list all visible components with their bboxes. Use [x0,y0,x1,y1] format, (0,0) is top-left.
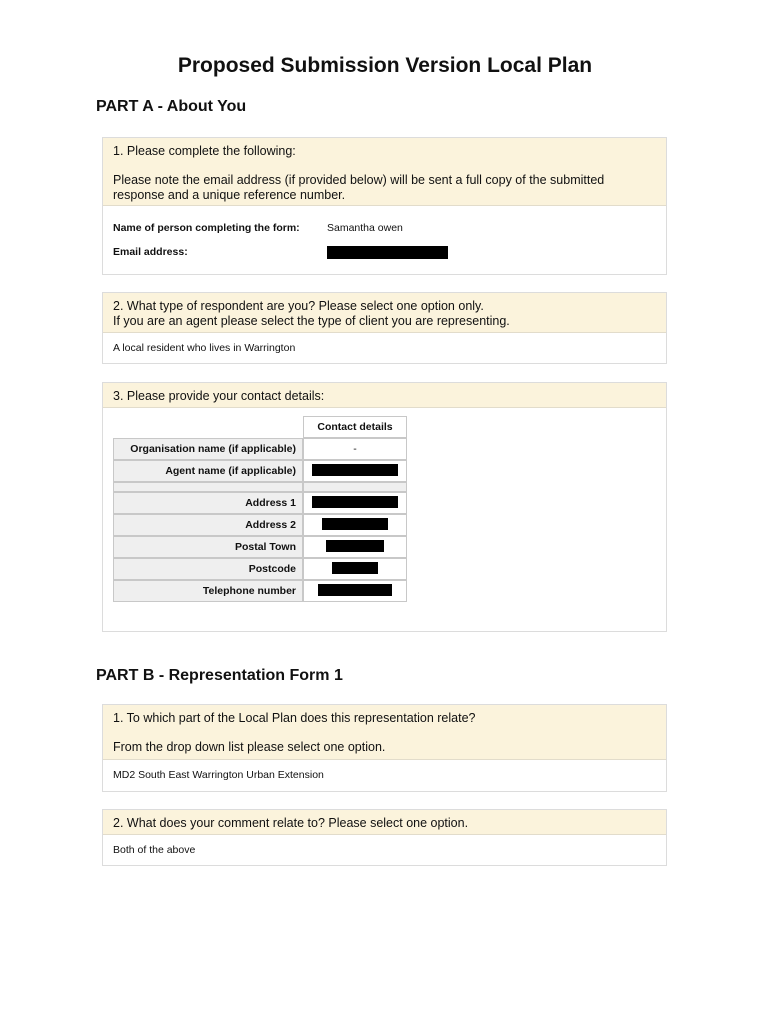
part-a-q1-line2: Please note the email address (if provided below) will be sent a full copy of the submitted [113,173,605,187]
telephone-label: Telephone number [113,580,303,602]
name-label: Name of person completing the form: [113,222,300,234]
table-row [113,514,407,536]
organisation-label: Organisation name (if applicable) [113,438,303,460]
name-row [113,216,656,240]
part-a-q1-line1: 1. Please complete the following: [113,144,296,158]
email-row [113,240,656,264]
address1-redaction [312,496,398,508]
part-a-q1-panel [102,137,667,275]
agent-label: Agent name (if applicable) [113,460,303,482]
document-title: Proposed Submission Version Local Plan [177,54,593,77]
part-b-q1-line2: From the drop down list please select one option. [113,740,386,754]
part-a-q1-line3: response and a unique reference number. [113,188,346,202]
email-redaction [327,246,448,259]
postal-town-label: Postal Town [113,536,303,558]
part-b-q2-line1: 2. What does your comment relate to? Please select one option. [113,816,469,830]
part-a-q2-line1: 2. What type of respondent are you? Please select one option only. [113,299,484,313]
agent-redaction [312,464,398,476]
table-row [113,580,407,602]
part-a-q3-panel [102,382,667,632]
comment-relates-answer: Both of the above [113,844,196,856]
table-row [113,536,407,558]
part-a-q3-header [103,383,666,408]
part-a-q2-panel [102,292,667,364]
part-a-q2-line2: If you are an agent please select the type of client you are representing. [113,314,510,328]
organisation-value: - [303,438,407,460]
table-row [113,438,407,460]
postcode-redaction [332,562,378,574]
postal-town-redaction [326,540,384,552]
table-row-spacer [113,482,407,492]
postcode-label: Postcode [113,558,303,580]
part-b-q2-panel [102,809,667,866]
part-a-q3-line1: 3. Please provide your contact details: [113,389,325,403]
part-b-heading: PART B - Representation Form 1 [96,667,343,684]
address1-label: Address 1 [113,492,303,514]
contact-details-table [113,416,407,602]
part-b-q1-line1: 1. To which part of the Local Plan does this representation relate? [113,711,476,725]
part-a-q2-header [103,293,666,333]
part-b-q1-header [103,705,666,760]
name-value: Samantha owen [327,222,403,234]
part-b-q2-header [103,810,666,835]
table-row [113,492,407,514]
address2-redaction [322,518,388,530]
address2-label: Address 2 [113,514,303,536]
part-a-heading: PART A - About You [96,98,247,115]
table-row [113,460,407,482]
email-label: Email address: [113,246,188,258]
contact-details-header: Contact details [303,416,407,438]
telephone-redaction [318,584,392,596]
part-b-q1-panel [102,704,667,792]
part-a-q1-header [103,138,666,206]
table-row [113,558,407,580]
plan-part-answer: MD2 South East Warrington Urban Extension [113,769,324,781]
respondent-type-answer: A local resident who lives in Warrington [113,342,296,354]
